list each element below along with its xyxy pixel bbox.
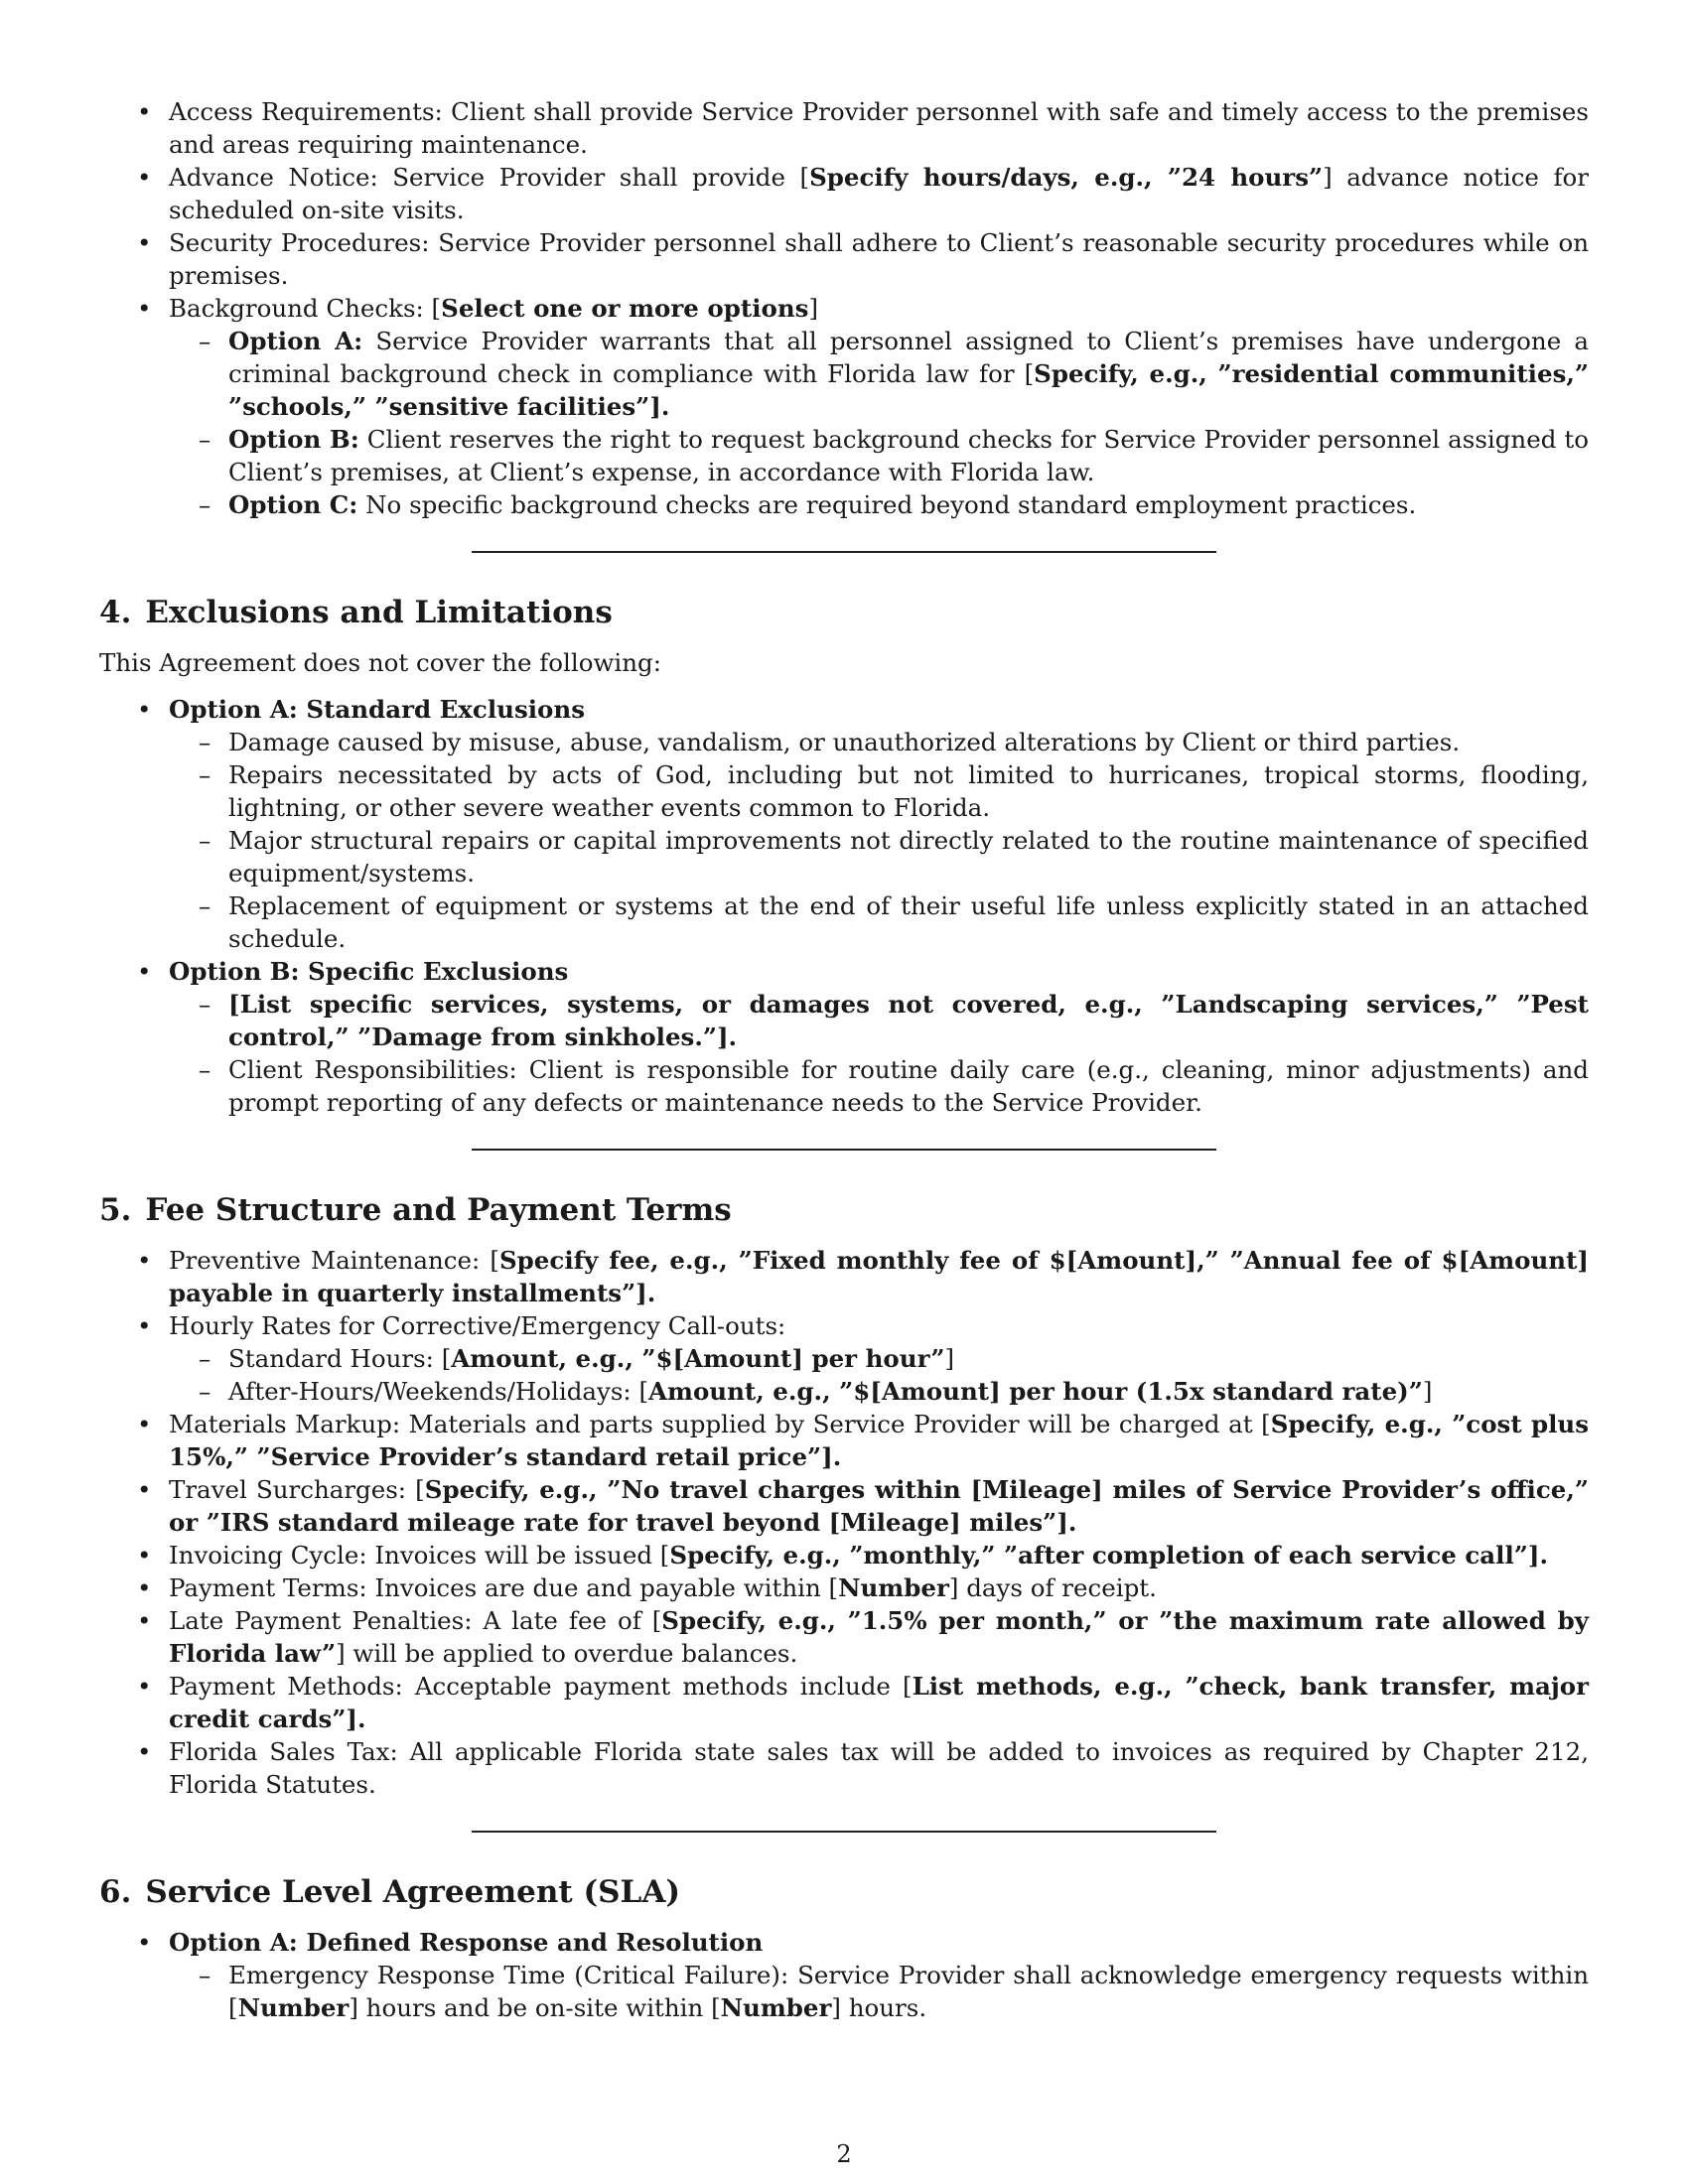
list-item: • Option A: Defined Response and Resolution – Emergency Response Time (Critical Failure): Service Provider shall acknowledge emergency requests within [Number] hours and be on-site within [Number] hours. xyxy=(99,1926,1589,2024)
list-item: – Option A: Service Provider warrants that all personnel assigned to Client’s premises have undergone a criminal background check in compliance with Florida law for [Specify, e.g., ”residential communities,” ”schools,” ”sensitive facilities”]. xyxy=(169,325,1589,423)
list-item: • Materials Markup: Materials and parts supplied by Service Provider will be charged at [Specify, e.g., ”cost plus 15%,” ”Service Provider’s standard retail price”]. xyxy=(99,1408,1589,1473)
fee-list xyxy=(99,1244,1589,1801)
list-item: • Access Requirements: Client shall provide Service Provider personnel with safe and timely access to the premises and areas requiring maintenance. xyxy=(99,95,1589,161)
list-item: • Invoicing Cycle: Invoices will be issued [Specify, e.g., ”monthly,” ”after completion of each service call”]. xyxy=(99,1539,1589,1571)
list-item: – Standard Hours: [Amount, e.g., ”$[Amount] per hour”] xyxy=(169,1342,1589,1375)
list-item: • Florida Sales Tax: All applicable Florida state sales tax will be added to invoices as required by Chapter 212, Florida Statutes. xyxy=(99,1735,1589,1801)
list-item: • Option B: Specific Exclusions – [List specific services, systems, or damages not covered, e.g., ”Landscaping services,” ”Pest control,” ”Damage from sinkholes.”]. – Client Responsibilities: Client is responsible for routine daily care (e.g., cleaning, minor adjustments) and prompt reporting of any defects or maintenance needs to the Service Provider. xyxy=(99,955,1589,1119)
section-heading: 6. Service Level Agreement (SLA) xyxy=(99,1874,681,1910)
document-page xyxy=(99,95,1589,2024)
list-item: • Payment Terms: Invoices are due and payable within [Number] days of receipt. xyxy=(99,1571,1589,1604)
list-item: – Option C: No specific background checks are required beyond standard employment practices. xyxy=(169,488,1589,521)
list-item: – Option B: Client reserves the right to request background checks for Service Provider personnel assigned to Client’s premises, at Client’s expense, in accordance with Florida law. xyxy=(169,423,1589,488)
list-item: – Repairs necessitated by acts of God, including but not limited to hurricanes, tropical storms, flooding, lightning, or other severe weather events common to Florida. xyxy=(169,758,1589,824)
list-item: • Hourly Rates for Corrective/Emergency Call-outs: – Standard Hours: [Amount, e.g., ”$[Amount] per hour”] – After-Hours/Weekends/Holidays: [Amount, e.g., ”$[Amount] per hour (1.5x standard rate)”] xyxy=(99,1309,1589,1408)
access-list xyxy=(99,95,1589,521)
list-item: – Replacement of equipment or systems at the end of their useful life unless explicitly stated in an attached schedule. xyxy=(169,889,1589,955)
sla-list xyxy=(99,1926,1589,2024)
list-item: • Preventive Maintenance: [Specify fee, e.g., ”Fixed monthly fee of $[Amount],” ”Annual fee of $[Amount] payable in quarterly installments”]. xyxy=(99,1244,1589,1309)
section-divider xyxy=(472,551,1216,553)
list-item: • Option A: Standard Exclusions – Damage caused by misuse, abuse, vandalism, or unauthorized alterations by Client or third parties. – Repairs necessitated by acts of God, including but not limited to hurricanes, tropical storms, flooding, lightning, or other severe weather events common to Florida. – Major structural repairs or capital improvements not directly related to the routine maintenance of specified equipment/systems. – Replacement of equipment or systems at the end of their useful life unless explicitly stated in an attached schedule. xyxy=(99,693,1589,955)
list-item: – Emergency Response Time (Critical Failure): Service Provider shall acknowledge emergency requests within [Number] hours and be on-site within [Number] hours. xyxy=(169,1959,1589,2024)
list-item: • Payment Methods: Acceptable payment methods include [List methods, e.g., ”check, bank transfer, major credit cards”]. xyxy=(99,1670,1589,1735)
background-options-list xyxy=(169,325,1589,521)
page-number: 2 xyxy=(836,2140,852,2168)
section-intro: This Agreement does not cover the following: xyxy=(99,648,661,677)
list-item: – Damage caused by misuse, abuse, vandalism, or unauthorized alterations by Client or third parties. xyxy=(169,726,1589,758)
list-item: – [List specific services, systems, or damages not covered, e.g., ”Landscaping services,” ”Pest control,” ”Damage from sinkholes.”]. xyxy=(169,988,1589,1053)
list-item: • Travel Surcharges: [Specify, e.g., ”No travel charges within [Mileage] miles of Service Provider’s office,” or ”IRS standard mileage rate for travel beyond [Mileage] miles”]. xyxy=(99,1473,1589,1539)
list-item: • Background Checks: [Select one or more options] – Option A: Service Provider warrants that all personnel assigned to Client’s premises have undergone a criminal background check in compliance with Florida law for [Specify, e.g., ”residential communities,” ”schools,” ”sensitive facilities”]. – Option B: Client reserves the right to request background checks for Service Provider personnel assigned to Client’s premises, at Client’s expense, in accordance with Florida law. – Option C: No specific background checks are required beyond standard employment practices. xyxy=(99,292,1589,521)
section-divider xyxy=(472,1149,1216,1151)
list-item: • Advance Notice: Service Provider shall provide [Specify hours/days, e.g., ”24 hours”] advance notice for scheduled on-site visits. xyxy=(99,161,1589,226)
list-item: • Security Procedures: Service Provider personnel shall adhere to Client’s reasonable security procedures while on premises. xyxy=(99,226,1589,292)
section-divider xyxy=(472,1831,1216,1833)
section-heading: 4. Exclusions and Limitations xyxy=(99,595,613,630)
list-item: – Major structural repairs or capital improvements not directly related to the routine maintenance of specified equipment/systems. xyxy=(169,824,1589,889)
list-item: • Late Payment Penalties: A late fee of [Specify, e.g., ”1.5% per month,” or ”the maximum rate allowed by Florida law”] will be applied to overdue balances. xyxy=(99,1604,1589,1670)
exclusions-list xyxy=(99,693,1589,1119)
list-item: – Client Responsibilities: Client is responsible for routine daily care (e.g., cleaning, minor adjustments) and prompt reporting of any defects or maintenance needs to the Service Provider. xyxy=(169,1053,1589,1119)
section-heading: 5. Fee Structure and Payment Terms xyxy=(99,1192,732,1228)
list-item: – After-Hours/Weekends/Holidays: [Amount, e.g., ”$[Amount] per hour (1.5x standard rate)”] xyxy=(169,1375,1589,1408)
